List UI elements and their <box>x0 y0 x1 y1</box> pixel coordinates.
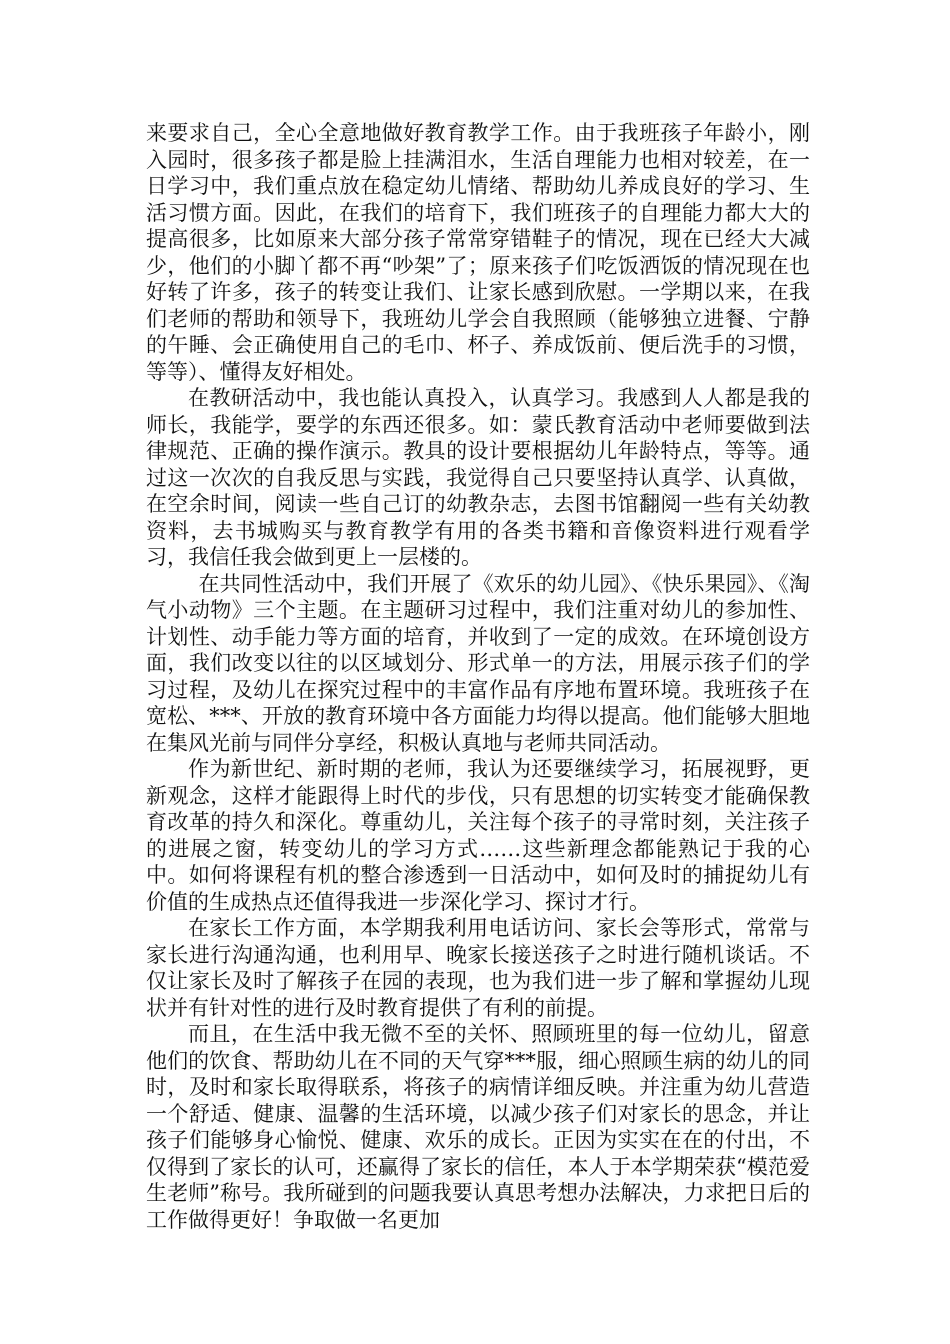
paragraph-4: 作为新世纪、新时期的老师，我认为还要继续学习，拓展视野，更新观念，这样才能跟得上时代的步伐，只有思想的切实转变才能确保教育改革的持久和深化。尊重幼儿，关注每个孩子的寻常时刻，关注孩子的进展之窗，转变幼儿的学习方式……这些新理念都能熟记于我的心中。如何将课程有机的整合渗透到一日活动中，如何及时的捕捉幼儿有价值的生成热点还值得我进一步深化学习、探讨才行。 <box>146 757 810 914</box>
paragraph-1: 来要求自己，全心全意地做好教育教学工作。由于我班孩子年龄小，刚入园时，很多孩子都是脸上挂满泪水，生活自理能力也相对较差，在一日学习中，我们重点放在稳定幼儿情绪、帮助幼儿养成良好的学习、生活习惯方面。因此，在我们的培育下，我们班孩子的自理能力都大大的提高很多，比如原来大部分孩子常常穿错鞋子的情况，现在已经大大减少，他们的小脚丫都不再“吵架”了；原来孩子们吃饭洒饭的情况现在也好转了许多，孩子的转变让我们、让家长感到欣慰。一学期以来，在我们老师的帮助和领导下，我班幼儿学会自我照顾（能够独立进餐、宁静的午睡、会正确使用自己的毛巾、杯子、养成饭前、便后洗手的习惯，等等）、懂得友好相处。 <box>146 121 810 384</box>
paragraph-3: 在共同性活动中，我们开展了《欢乐的幼儿园》、《快乐果园》、《淘气小动物》三个主题。在主题研习过程中，我们注重对幼儿的参加性、计划性、动手能力等方面的培育，并收到了一定的成效。在环境创设方面，我们改变以往的以区域划分、形式单一的方法，用展示孩子们的学习过程，及幼儿在探究过程中的丰富作品有序地布置环境。我班孩子在宽松、***、开放的教育环境中各方面能力均得以提高。他们能够大胆地在集风光前与同伴分享经，积极认真地与老师共同活动。 <box>146 571 810 755</box>
paragraph-2: 在教研活动中，我也能认真投入，认真学习。我感到人人都是我的师长，我能学，要学的东西还很多。如：蒙氏教育活动中老师要做到法律规范、正确的操作演示。教具的设计要根据幼儿年龄特点，等等。通过这一次次的自我反思与实践，我觉得自己只要坚持认真学、认真做，在空余时间，阅读一些自己订的幼教杂志，去图书馆翻阅一些有关幼教资料，去书城购买与教育教学有用的各类书籍和音像资料进行观看学习，我信任我会做到更上一层楼的。 <box>146 386 810 569</box>
paragraph-5: 在家长工作方面，本学期我利用电话访问、家长会等形式，常常与家长进行沟通沟通，也利用早、晚家长接送孩子之时进行随机谈话。不仅让家长及时了解孩子在园的表现，也为我们进一步了解和掌握幼儿现状并有针对性的进行及时教育提供了有利的前提。 <box>146 916 810 1020</box>
document-body <box>146 120 810 1233</box>
paragraph-6: 而且，在生活中我无微不至的关怀、照顾班里的每一位幼儿，留意他们的饮食、帮助幼儿在不同的天气穿***服，细心照顾生病的幼儿的同时，及时和家长取得联系，将孩子的病情详细反映。并注重为幼儿营造一个舒适、健康、温馨的生活环境，以减少孩子们对家长的思念，并让孩子们能够身心愉悦、健康、欢乐的成长。正因为实实在在的付出，不仅得到了家长的认可，还赢得了家长的信任，本人于本学期荣获“模范爱生老师”称号。我所碰到的问题我要认真思考想办法解决，力求把日后的工作做得更好！争取做一名更加 <box>146 1022 810 1232</box>
